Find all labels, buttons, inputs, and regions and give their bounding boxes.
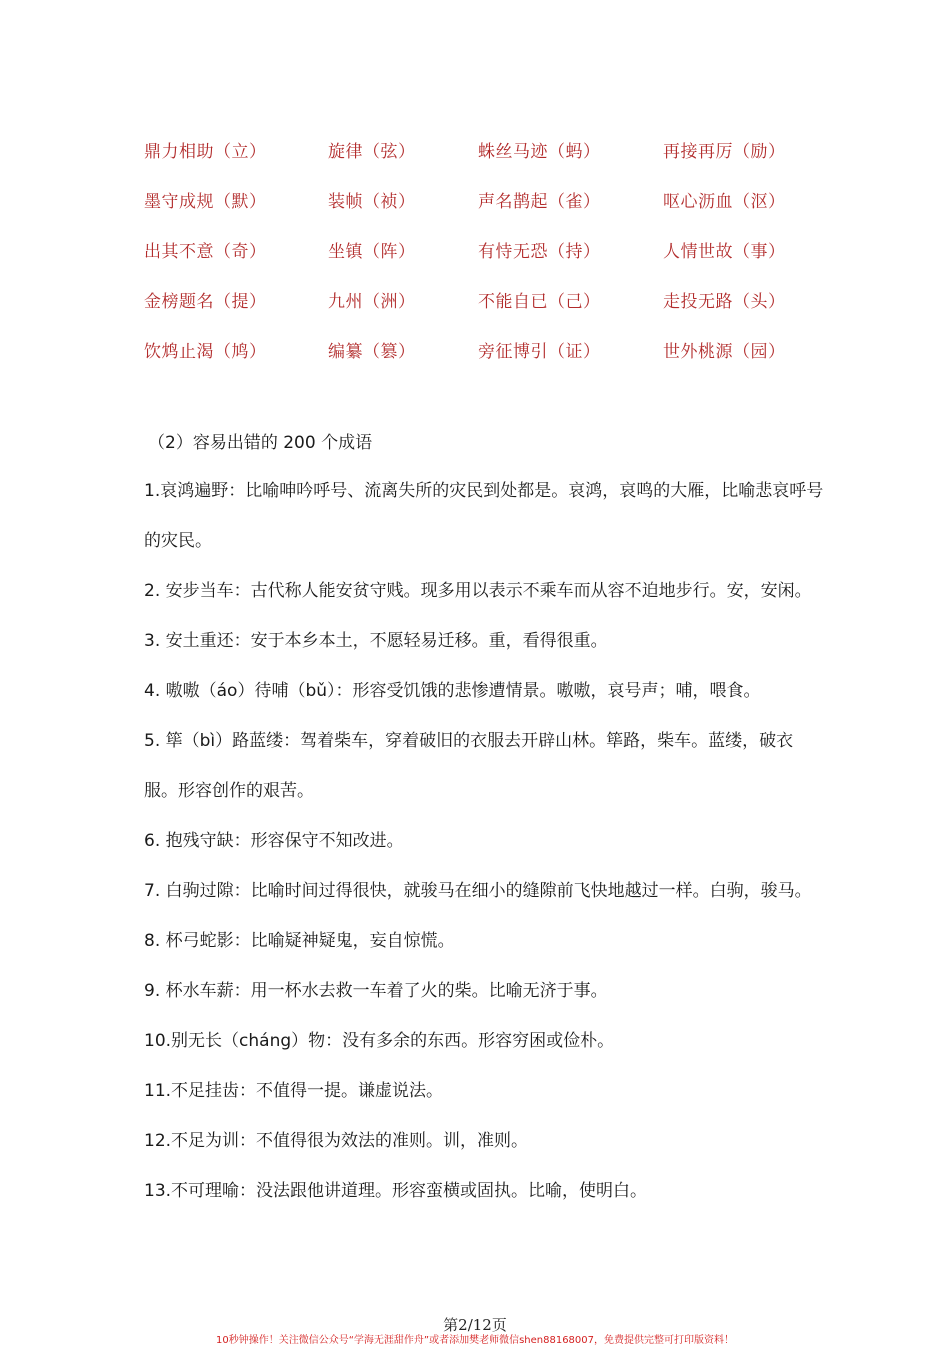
idiom-entry: 5. 筚（bì）路蓝缕：驾着柴车，穿着破旧的衣服去开辟山林。筚路，柴车。蓝缕，破衣服。形容创作的艰苦。 — [144, 731, 794, 801]
idiom-cell: 旁征博引（证） — [478, 341, 601, 362]
idiom-entry: 10.别无长（cháng）物：没有多余的东西。形容穷困或俭朴。 — [144, 1031, 615, 1051]
idiom-entry: 11.不足挂齿：不值得一提。谦虚说法。 — [144, 1081, 444, 1101]
idiom-entry: 7. 白驹过隙：比喻时间过得很快，就骏马在细小的缝隙前飞快地越过一样。白驹，骏马。 — [144, 881, 812, 901]
idiom-row — [144, 174, 844, 224]
section-title: （2）容易出错的 200 个成语 — [148, 433, 373, 453]
idiom-row — [144, 224, 844, 274]
idiom-row — [144, 274, 844, 324]
idiom-entry: 3. 安土重还：安于本乡本土，不愿轻易迁移。重，看得很重。 — [144, 631, 608, 651]
idiom-cell: 旋律（弦） — [328, 141, 416, 162]
idiom-entry: 2. 安步当车：古代称人能安贫守贱。现多用以表示不乘车而从容不迫地步行。安，安闲。 — [144, 581, 812, 601]
idiom-cell: 金榜题名（提） — [144, 291, 267, 312]
idiom-entry: 8. 杯弓蛇影：比喻疑神疑鬼，妄自惊慌。 — [144, 931, 455, 951]
idiom-entry: 6. 抱残守缺：形容保守不知改进。 — [144, 831, 404, 851]
idiom-cell: 墨守成规（默） — [144, 191, 267, 212]
idiom-definition-list — [144, 466, 824, 1216]
idiom-grid — [144, 124, 844, 374]
idiom-cell: 人情世故（事） — [663, 241, 786, 262]
idiom-cell: 九州（洲） — [328, 291, 416, 312]
idiom-cell: 装帧（祯） — [328, 191, 416, 212]
idiom-entry: 4. 嗷嗷（áo）待哺（bǔ）：形容受饥饿的悲惨遭情景。嗷嗷，哀号声；哺，喂食。 — [144, 681, 761, 701]
idiom-row — [144, 124, 844, 174]
idiom-entry: 1.哀鸿遍野：比喻呻吟呼号、流离失所的灾民到处都是。哀鸿，哀鸣的大雁，比喻悲哀呼号的灾民。 — [144, 481, 824, 551]
footer-notice: 10秒钟操作！关注微信公众号“学海无涯甜作舟”或者添加樊老师微信shen88168007，免费提供完整可打印版资料！ — [215, 1335, 735, 1346]
idiom-cell: 世外桃源（园） — [663, 341, 786, 362]
idiom-cell: 有恃无恐（持） — [478, 241, 601, 262]
idiom-cell: 鼎力相助（立） — [144, 141, 267, 162]
page-number: 第2/12页 — [443, 1316, 507, 1334]
idiom-cell: 出其不意（奇） — [144, 241, 267, 262]
idiom-cell: 饮鸩止渴（鸠） — [144, 341, 267, 362]
idiom-entry: 9. 杯水车薪：用一杯水去救一车着了火的柴。比喻无济于事。 — [144, 981, 608, 1001]
idiom-entry: 12.不足为训：不值得很为效法的准则。训，准则。 — [144, 1131, 529, 1151]
idiom-cell: 声名鹊起（雀） — [478, 191, 601, 212]
idiom-cell: 编纂（篡） — [328, 341, 416, 362]
idiom-cell: 蛛丝马迹（蚂） — [478, 141, 601, 162]
idiom-cell: 不能自已（己） — [478, 291, 601, 312]
idiom-cell: 再接再厉（励） — [663, 141, 786, 162]
idiom-row — [144, 324, 844, 374]
idiom-cell: 坐镇（阵） — [328, 241, 416, 262]
idiom-entry: 13.不可理喻：没法跟他讲道理。形容蛮横或固执。比喻，使明白。 — [144, 1181, 648, 1201]
idiom-cell: 呕心沥血（沤） — [663, 191, 786, 212]
idiom-cell: 走投无路（头） — [663, 291, 786, 312]
